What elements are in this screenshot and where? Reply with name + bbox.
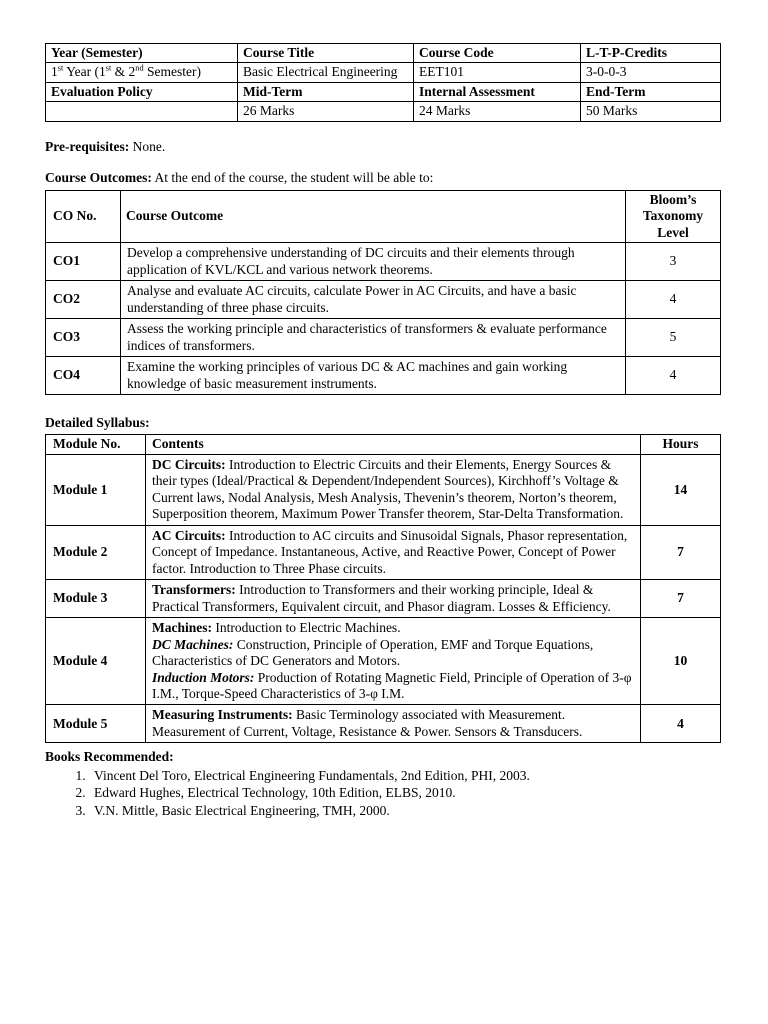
syllabus-header-row — [46, 435, 721, 454]
co-bloom-level: 4 — [626, 357, 721, 395]
syllabus-row — [46, 618, 721, 705]
header-module-no: Module No. — [46, 435, 146, 454]
header-course-outcome: Course Outcome — [121, 190, 626, 242]
evaluation-marks-row — [46, 102, 721, 121]
module-hours: 7 — [641, 580, 721, 618]
syllabus-table — [45, 434, 721, 743]
course-info-header-row — [46, 44, 721, 63]
module-contents: Measuring Instruments: Basic Terminology associated with Measurement. Measurement of Current, Voltage, Resistance & Power. Sensors & Transducers. — [146, 705, 641, 743]
books-recommended-title: Books Recommended: — [45, 749, 174, 765]
module-contents: DC Circuits: Introduction to Electric Circuits and their Elements, Energy Sources & their types (Ideal/Practical & Dependent/Independent Sources), Kirchhoff’s Voltage & Current laws, Nodal Analysis, Mesh Analysis, Thevenin’s theorem, Norton’s theorem, Superposition theorem, Maximum Power Transfer theorem, Star-Delta Transformation. — [146, 454, 641, 525]
course-info-table — [45, 43, 721, 122]
module-hours: 4 — [641, 705, 721, 743]
course-outcomes-table — [45, 190, 721, 395]
co-row — [46, 281, 721, 319]
co-outcome-text: Examine the working principles of various DC & AC machines and gain working knowledge of basic measurement instruments. — [121, 357, 626, 395]
co-row — [46, 319, 721, 357]
year-semester-value: 1st Year (1st & 2nd Semester) — [46, 63, 238, 82]
course-info-value-row — [46, 63, 721, 82]
mid-term-label: Mid-Term — [238, 82, 414, 101]
module-name: Module 5 — [46, 705, 146, 743]
end-term-marks: 50 Marks — [581, 102, 721, 121]
course-title-value: Basic Electrical Engineering — [238, 63, 414, 82]
detailed-syllabus-title: Detailed Syllabus: — [45, 414, 150, 430]
co-outcome-text: Develop a comprehensive understanding of DC circuits and their elements through application of KVL/KCL and various network theorems. — [121, 243, 626, 281]
ltp-credits-value: 3-0-0-3 — [581, 63, 721, 82]
module-hours: 10 — [641, 618, 721, 705]
module-contents: Transformers: Introduction to Transformers and their working principle, Ideal & Practical Transformers, Equivalent circuit, and Phasor diagram. Losses & Efficiency. — [146, 580, 641, 618]
course-code-value: EET101 — [414, 63, 581, 82]
module-contents: AC Circuits: Introduction to AC circuits and Sinusoidal Signals, Phasor representation, Concept of Impedance. Instantaneous, Active, and Reactive Power, Concept of Power factor. Introduction to Three Phase circuits. — [146, 525, 641, 579]
book-item: 1. Vincent Del Toro, Electrical Engineering Fundamentals, 2nd Edition, PHI, 2003. — [89, 768, 720, 784]
book-item: 3. V.N. Mittle, Basic Electrical Engineering, TMH, 2000. — [89, 803, 720, 819]
co-outcome-text: Analyse and evaluate AC circuits, calculate Power in AC Circuits, and have a basic understanding of three phase circuits. — [121, 281, 626, 319]
books-list — [45, 768, 720, 819]
header-course-code: Course Code — [414, 44, 581, 63]
co-row — [46, 243, 721, 281]
co-bloom-level: 5 — [626, 319, 721, 357]
header-course-title: Course Title — [238, 44, 414, 63]
syllabus-row — [46, 525, 721, 579]
co-id: CO1 — [46, 243, 121, 281]
header-year-semester: Year (Semester) — [46, 44, 238, 63]
internal-assessment-label: Internal Assessment — [414, 82, 581, 101]
co-bloom-level: 3 — [626, 243, 721, 281]
evaluation-policy-row — [46, 82, 721, 101]
syllabus-row — [46, 580, 721, 618]
module-name: Module 4 — [46, 618, 146, 705]
co-id: CO4 — [46, 357, 121, 395]
co-outcome-text: Assess the working principle and characteristics of transformers & evaluate performance indices of transformers. — [121, 319, 626, 357]
module-hours: 14 — [641, 454, 721, 525]
prerequisites-line: Pre-requisites: None. — [45, 138, 166, 154]
syllabus-row — [46, 454, 721, 525]
module-name: Module 2 — [46, 525, 146, 579]
empty-cell — [46, 102, 238, 121]
header-contents: Contents — [146, 435, 641, 454]
co-bloom-level: 4 — [626, 281, 721, 319]
header-co-no: CO No. — [46, 190, 121, 242]
co-row — [46, 357, 721, 395]
end-term-label: End-Term — [581, 82, 721, 101]
co-id: CO2 — [46, 281, 121, 319]
book-item: 2. Edward Hughes, Electrical Technology, 10th Edition, ELBS, 2010. — [89, 785, 720, 801]
module-hours: 7 — [641, 525, 721, 579]
module-name: Module 1 — [46, 454, 146, 525]
course-outcomes-header-row — [46, 190, 721, 242]
header-bloom-level: Bloom’s Taxonomy Level — [626, 190, 721, 242]
module-contents: Machines: Introduction to Electric Machines. DC Machines: Construction, Principle of Operation, EMF and Torque Equations, Characteristics of DC Generators and Motors. Induction Motors: Production of Rotating Magnetic Field, Principle of Operation of 3-φ I.M., Torque-Speed Characteristics of 3-φ I.M. — [146, 618, 641, 705]
header-hours: Hours — [641, 435, 721, 454]
mid-term-marks: 26 Marks — [238, 102, 414, 121]
course-outcomes-intro: Course Outcomes: At the end of the course, the student will be able to: — [45, 170, 434, 186]
syllabus-row — [46, 705, 721, 743]
header-ltp-credits: L-T-P-Credits — [581, 44, 721, 63]
internal-assessment-marks: 24 Marks — [414, 102, 581, 121]
co-id: CO3 — [46, 319, 121, 357]
module-name: Module 3 — [46, 580, 146, 618]
evaluation-policy-label: Evaluation Policy — [46, 82, 238, 101]
